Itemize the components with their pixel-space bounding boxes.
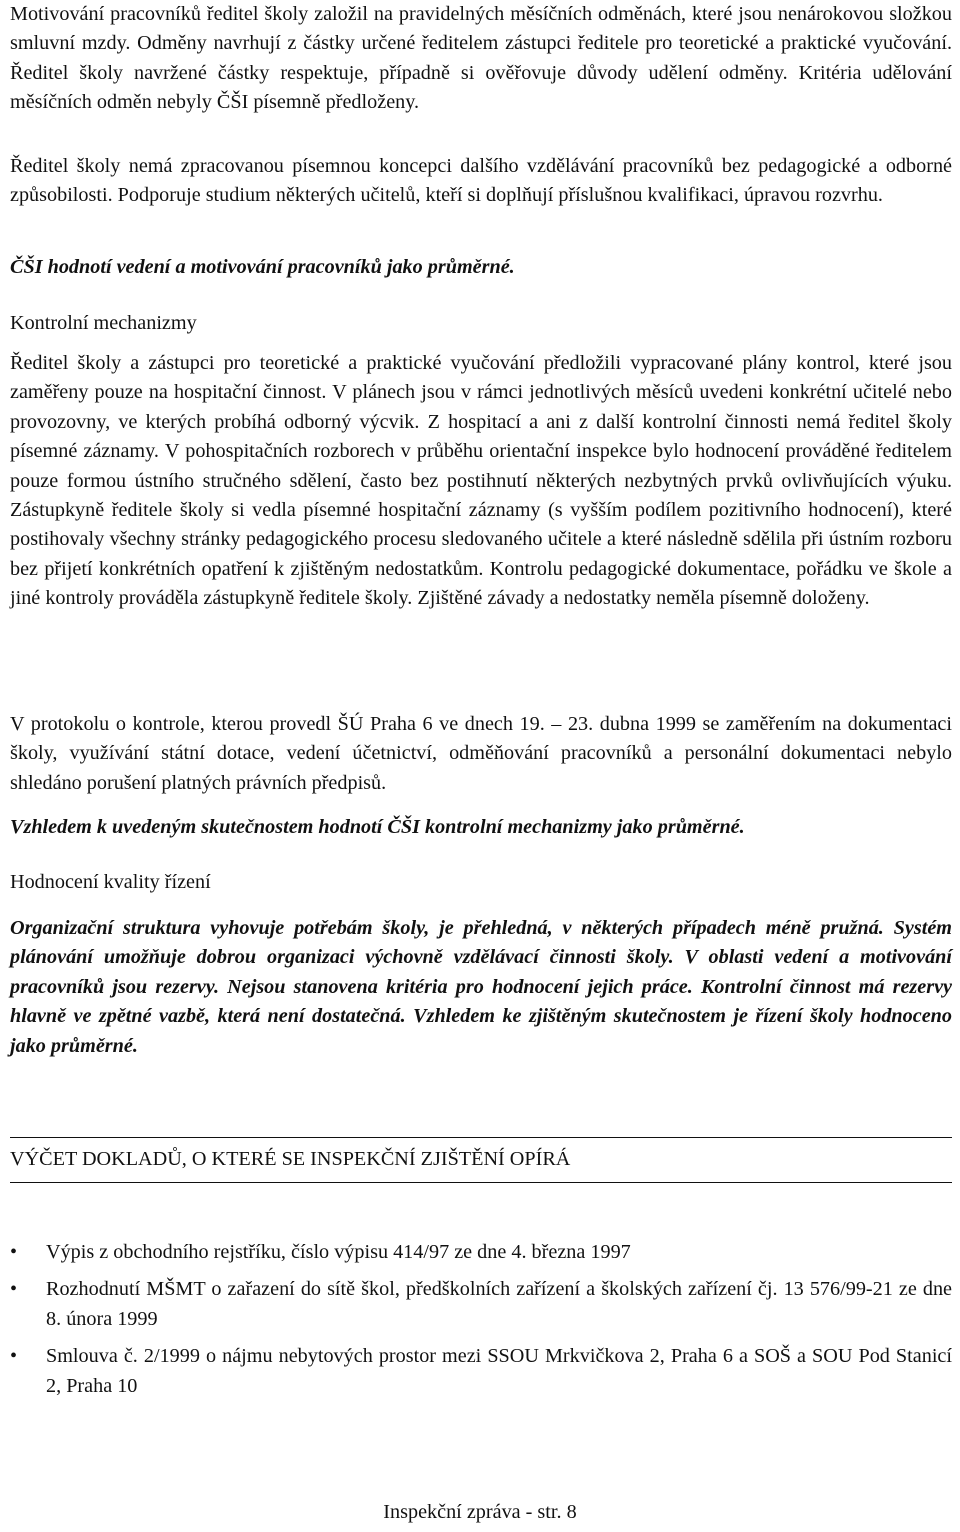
paragraph-quality-summary: Organizační struktura vyhovuje potřebám školy, je přehledná, v některých případech méně pružná. Systém plánování umožňuje dobrou organizaci výchovně vzdělávací činnosti školy. V oblasti vedení a motivování pracovníků jsou rezervy. Nejsou stanovena kritéria pro hodnocení jejich práce. Kontrolní činnost má rezervy hlavně ve zpětné vazbě, která není dostatečná. Vzhledem ke zjištěným skutečnostem je řízení školy hodnoceno jako průměrné.: [10, 917, 952, 1057]
bullet-icon: •: [10, 1241, 18, 1263]
section-heading-control: Kontrolní mechanizmy: [10, 312, 197, 334]
section-heading-quality: Hodnocení kvality řízení: [10, 871, 211, 893]
paragraph-motivation: Motivování pracovníků ředitel školy založil na pravidelných měsíčních odměnách, které jsou nenárokovou složkou smluvní mzdy. Odměny navrhují z částky určené ředitelem zástupci ředitele pro teoretické a praktické vyučování. Ředitel školy navržené částky respektuje, případně si ověřovuje důvody udělení odměny. Kritéria udělování měsíčních odměn nebyly ČŠI písemně předloženy.: [10, 3, 952, 114]
paragraph-control: Ředitel školy a zástupci pro teoretické a praktické vyučování předložili vypracované plány kontrol, které jsou zaměřeny pouze na hospitační činnost. V plánech jsou v rámci jednotlivých měsíců uvedeni konkrétní učitelé nebo provozovny, ve kterých probíhá odborný výcvik. Z hospitací a ani z další kontrolní činnosti nemá ředitel školy písemné záznamy. V pohospitačních rozborech v průběhu orientační inspekce bylo hodnocení prováděné ředitelem pouze formou ústního stručného sdělení, často bez postihnutí některých nezbytných prvků ovlivňujících výuku. Zástupkyně ředitele školy si vedla písemné hospitační záznamy (s vyšším podílem pozitivního hodnocení), které postihovaly všechny stránky pedagogického procesu sledovaného učitele a které následně sdělila při ústním rozboru bez přijetí konkrétních opatření k zjištěným nedostatkům. Kontrolu pedagogické dokumentace, pořádku ve škole a jiné kontroly prováděla zástupkyně ředitele školy. Zjištěné závady a nedostatky neměla písemně doloženy.: [10, 352, 952, 610]
list-item: [10, 1275, 952, 1334]
verdict-control: Vzhledem k uvedeným skutečnostem hodnotí ČŠI kontrolní mechanizmy jako průměrné.: [10, 816, 745, 838]
paragraph-protocol: V protokolu o kontrole, kterou provedl ŠÚ Praha 6 ve dnech 19. – 23. dubna 1999 se zaměřením na dokumentaci školy, využívání státní dotace, vedení účetnictví, odměňování pracovníků a personální dokumentaci nebylo shledáno porušení platných právních předpisů.: [10, 713, 952, 794]
paragraph-education: Ředitel školy nemá zpracovanou písemnou koncepci dalšího vzdělávání pracovníků bez pedagogické a odborné způsobilosti. Podporuje studium některých učitelů, kteří si doplňují příslušnou kvalifikaci, úpravou rozvrhu.: [10, 155, 952, 207]
list-item: [10, 1342, 952, 1401]
bullet-icon: •: [10, 1278, 18, 1301]
evidence-item-text: Výpis z obchodního rejstříku, číslo výpisu 414/97 ze dne 4. března 1997: [46, 1241, 631, 1263]
verdict-leadership: ČŠI hodnotí vedení a motivování pracovníků jako průměrné.: [10, 256, 515, 278]
evidence-list: [10, 1238, 952, 1401]
evidence-heading: VÝČET DOKLADŮ, O KTERÉ SE INSPEKČNÍ ZJIŠTĚNÍ OPÍRÁ: [10, 1137, 952, 1183]
evidence-item-text: Rozhodnutí MŠMT o zařazení do sítě škol, předškolních zařízení a školských zařízení čj. 13 576/99-21 ze dne 8. února 1999: [46, 1278, 952, 1330]
list-item: [10, 1238, 952, 1267]
page-footer: Inspekční zpráva - str. 8: [383, 1501, 577, 1523]
evidence-item-text: Smlouva č. 2/1999 o nájmu nebytových prostor mezi SSOU Mrkvičkova 2, Praha 6 a SOŠ a SOU Pod Stanicí 2, Praha 10: [46, 1345, 952, 1397]
bullet-icon: •: [10, 1345, 18, 1368]
